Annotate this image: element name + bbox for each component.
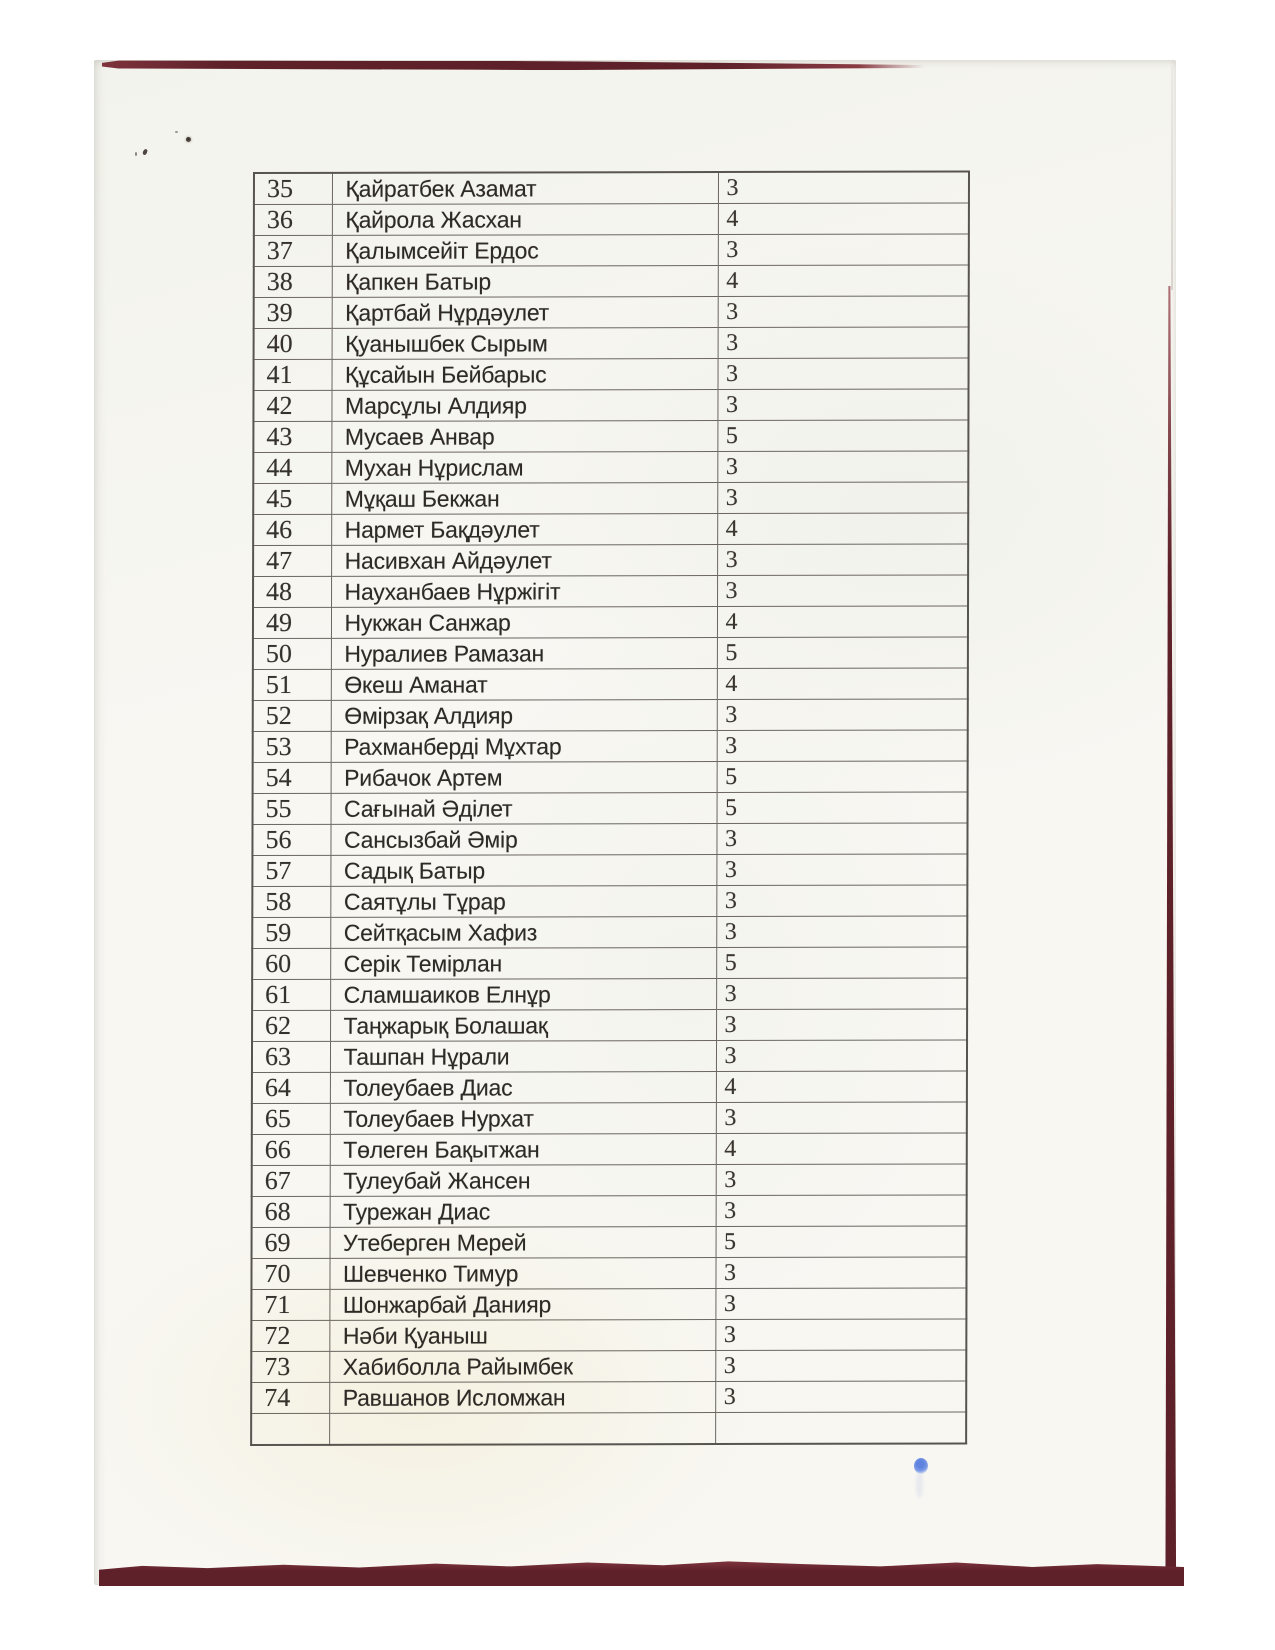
student-name-cell: Утеберген Мерей	[330, 1227, 716, 1259]
student-name-cell: Қалымсейіт Ердос	[332, 235, 718, 267]
ink-speck	[186, 137, 191, 142]
row-number-cell: 53	[253, 731, 331, 762]
score-cell: 4	[717, 668, 968, 700]
student-name-cell	[329, 1413, 715, 1445]
table-row	[253, 606, 968, 638]
row-number-cell: 43	[253, 421, 331, 452]
student-name-cell: Толеубаев Диас	[330, 1072, 716, 1104]
student-name-cell: Төлеген Бақытжан	[330, 1134, 716, 1166]
score-cell: 4	[717, 513, 968, 545]
row-number-cell: 54	[253, 762, 331, 793]
row-number-cell: 48	[253, 576, 331, 607]
student-name-cell: Серік Темірлан	[330, 948, 716, 980]
score-cell: 3	[716, 823, 967, 855]
row-number-cell: 60	[252, 948, 330, 979]
student-name-cell: Қуанышбек Сырым	[332, 328, 718, 360]
row-number-cell: 69	[252, 1227, 330, 1258]
score-cell: 4	[718, 265, 969, 297]
table-row	[253, 389, 968, 421]
student-name-cell: Марсұлы Алдияр	[331, 390, 717, 422]
score-cell: 3	[716, 1195, 967, 1227]
row-number-cell: 44	[253, 452, 331, 483]
student-name-cell: Құсайын Бейбарыс	[332, 359, 718, 391]
score-cell: 4	[718, 203, 969, 235]
student-name-cell: Ташпан Нұрали	[330, 1041, 716, 1073]
table-row	[251, 1412, 966, 1444]
score-cell: 3	[718, 296, 969, 328]
row-number-cell: 52	[253, 700, 331, 731]
student-name-cell: Шевченко Тимур	[329, 1258, 715, 1290]
table-row	[253, 451, 968, 483]
row-number-cell: 66	[252, 1134, 330, 1165]
student-name-cell: Турежан Диас	[330, 1196, 716, 1228]
student-name-cell: Мусаев Анвар	[331, 421, 717, 453]
score-cell: 3	[717, 482, 968, 514]
score-cell: 3	[717, 389, 968, 421]
student-name-cell: Сансызбай Әмір	[330, 824, 716, 856]
student-name-cell: Сағынай Әділет	[331, 793, 717, 825]
score-cell: 3	[716, 1040, 967, 1072]
student-name-cell: Нәби Қуаныш	[329, 1320, 715, 1352]
score-cell: 5	[717, 761, 968, 793]
student-name-cell: Қартбай Нұрдәулет	[332, 297, 718, 329]
paper-edge-right	[1171, 66, 1173, 290]
table-row	[254, 327, 969, 359]
table-row	[251, 1288, 966, 1320]
row-number-cell: 46	[253, 514, 331, 545]
table-body	[251, 172, 969, 1445]
row-number-cell: 58	[252, 886, 330, 917]
table-row	[252, 1102, 967, 1134]
table-row	[253, 420, 968, 452]
student-name-cell: Нармет Бақдәулет	[331, 514, 717, 546]
row-number-cell: 64	[252, 1072, 330, 1103]
table-row	[252, 978, 967, 1010]
score-cell: 5	[717, 792, 968, 824]
row-number-cell: 74	[251, 1382, 329, 1413]
student-name-cell: Өкеш Аманат	[331, 669, 717, 701]
student-name-cell: Нукжан Санжар	[331, 607, 717, 639]
row-number-cell: 47	[253, 545, 331, 576]
student-name-cell: Насивхан Айдәулет	[331, 545, 717, 577]
student-name-cell: Қапкен Батыр	[332, 266, 718, 298]
score-cell	[715, 1412, 966, 1444]
score-cell: 3	[716, 854, 967, 886]
row-number-cell: 56	[252, 824, 330, 855]
table-row	[252, 916, 967, 948]
table-row	[252, 823, 967, 855]
score-cell: 3	[717, 451, 968, 483]
table-row	[253, 544, 968, 576]
ink-speck	[175, 131, 178, 133]
score-cell: 3	[716, 978, 967, 1010]
table-row	[254, 358, 969, 390]
row-number-cell: 65	[252, 1103, 330, 1134]
student-score-table	[250, 170, 970, 1445]
row-number-cell: 51	[253, 669, 331, 700]
table-row	[254, 234, 969, 266]
table-row	[252, 1133, 967, 1165]
table-row	[254, 296, 969, 328]
row-number-cell: 38	[254, 266, 332, 297]
table-row	[252, 854, 967, 886]
score-cell: 5	[717, 637, 968, 669]
row-number-cell: 41	[254, 359, 332, 390]
row-number-cell: 36	[254, 204, 332, 235]
student-name-cell: Қайратбек Азамат	[332, 172, 718, 204]
table-row	[253, 730, 968, 762]
table-row	[253, 668, 968, 700]
row-number-cell: 73	[251, 1351, 329, 1382]
row-number-cell: 63	[252, 1041, 330, 1072]
row-number-cell: 50	[253, 638, 331, 669]
student-name-cell: Сламшаиков Елнұр	[330, 979, 716, 1011]
row-number-cell: 70	[251, 1258, 329, 1289]
score-cell: 3	[715, 1381, 966, 1413]
student-name-cell: Садық Батыр	[330, 855, 716, 887]
table-row	[252, 1164, 967, 1196]
student-name-cell: Өмірзақ Алдияр	[331, 700, 717, 732]
table-row	[253, 637, 968, 669]
student-name-cell: Равшанов Исломжан	[329, 1382, 715, 1414]
row-number-cell: 57	[252, 855, 330, 886]
score-cell: 4	[716, 1133, 967, 1165]
student-name-cell: Таңжарық Болашақ	[330, 1010, 716, 1042]
student-name-cell: Қайрола Жасхан	[332, 204, 718, 236]
student-name-cell: Мұқаш Бекжан	[331, 483, 717, 515]
score-cell: 5	[716, 947, 967, 979]
table-row	[253, 575, 968, 607]
student-name-cell: Мухан Нұрислам	[331, 452, 717, 484]
score-cell: 3	[716, 916, 967, 948]
score-cell: 3	[715, 1288, 966, 1320]
row-number-cell: 40	[254, 328, 332, 359]
table-row	[253, 513, 968, 545]
row-number-cell	[251, 1413, 329, 1444]
row-number-cell: 67	[252, 1165, 330, 1196]
row-number-cell: 68	[252, 1196, 330, 1227]
student-name-cell: Тулеубай Жансен	[330, 1165, 716, 1197]
score-cell: 3	[716, 1164, 967, 1196]
student-name-cell: Науханбаев Нұржігіт	[331, 576, 717, 608]
student-name-cell: Сейтқасым Хафиз	[330, 917, 716, 949]
score-cell: 5	[716, 1226, 967, 1258]
student-name-cell: Толеубаев Нурхат	[330, 1103, 716, 1135]
student-name-cell: Рахманберді Мұхтар	[331, 731, 717, 763]
table-row	[252, 885, 967, 917]
score-cell: 3	[716, 1102, 967, 1134]
table-row	[253, 792, 968, 824]
score-cell: 3	[715, 1319, 966, 1351]
score-cell: 3	[716, 885, 967, 917]
table-row	[253, 761, 968, 793]
row-number-cell: 37	[254, 235, 332, 266]
table-row	[253, 699, 968, 731]
score-cell: 3	[718, 327, 969, 359]
row-number-cell: 39	[254, 297, 332, 328]
row-number-cell: 49	[253, 607, 331, 638]
table-row	[254, 172, 969, 205]
score-cell: 3	[718, 358, 969, 390]
score-cell: 3	[715, 1350, 966, 1382]
table-row	[252, 1195, 967, 1227]
table-row	[253, 482, 968, 514]
row-number-cell: 45	[253, 483, 331, 514]
score-cell: 3	[718, 172, 969, 204]
table-row	[251, 1319, 966, 1351]
row-number-cell: 55	[253, 793, 331, 824]
score-cell: 3	[717, 575, 968, 607]
row-number-cell: 35	[254, 173, 332, 205]
table-row	[252, 947, 967, 979]
score-cell: 3	[718, 234, 969, 266]
table-row	[252, 1040, 967, 1072]
score-cell: 3	[717, 730, 968, 762]
row-number-cell: 72	[251, 1320, 329, 1351]
table-row	[251, 1350, 966, 1382]
score-cell: 3	[716, 1009, 967, 1041]
ink-speck	[135, 152, 137, 156]
score-cell: 3	[717, 699, 968, 731]
table-row	[252, 1009, 967, 1041]
row-number-cell: 61	[252, 979, 330, 1010]
table-row	[251, 1381, 966, 1413]
score-cell: 3	[717, 544, 968, 576]
score-cell: 3	[715, 1257, 966, 1289]
table-row	[252, 1226, 967, 1258]
table-row	[252, 1071, 967, 1103]
row-number-cell: 71	[251, 1289, 329, 1320]
table-row	[254, 203, 969, 235]
row-number-cell: 59	[252, 917, 330, 948]
row-number-cell: 62	[252, 1010, 330, 1041]
score-cell: 5	[717, 420, 968, 452]
student-name-cell: Хабиболла Райымбек	[329, 1351, 715, 1383]
student-name-cell: Шонжарбай Данияр	[329, 1289, 715, 1321]
student-name-cell: Саятұлы Тұрар	[330, 886, 716, 918]
blue-ink-dot	[914, 1458, 928, 1474]
row-number-cell: 42	[253, 390, 331, 421]
score-cell: 4	[716, 1071, 967, 1103]
student-name-cell: Рибачок Артем	[331, 762, 717, 794]
score-cell: 4	[717, 606, 968, 638]
table-row	[251, 1257, 966, 1289]
table-row	[254, 265, 969, 297]
student-name-cell: Нуралиев Рамазан	[331, 638, 717, 670]
